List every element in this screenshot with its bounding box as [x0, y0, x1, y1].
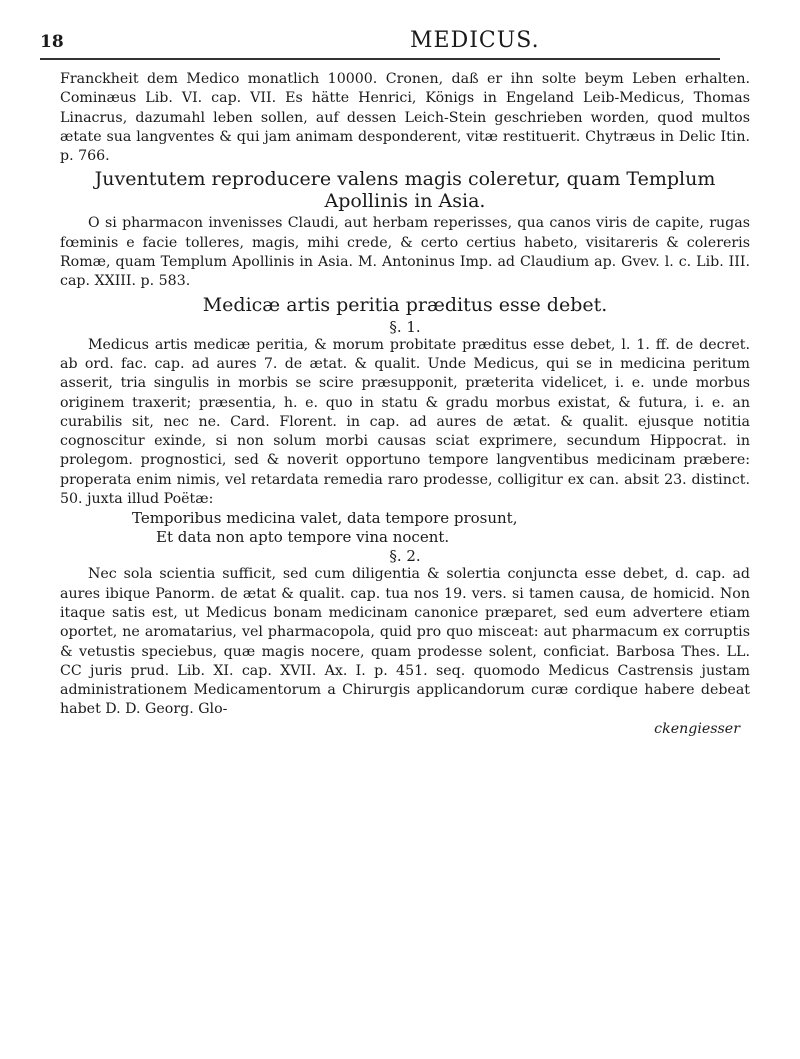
heading-juventutem: Juventutem reproducere valens magis coleretur, quam Templum Apollinis in Asia.	[94, 168, 716, 213]
running-head: MEDICUS.	[410, 28, 540, 53]
paragraph-section-2: Nec sola scientia sufficit, sed cum diligentia & solertia conjuncta esse debet, d. cap. ad aures ibique Panorm. de ætat & qualit. cap. tua nos 19. vers. si tamen causa, de homicid. Non itaque satis est, ut Medicus bonam medicinam canonice præparet, sed eum advertere etiam oportet, ne aromatarius, vel pharmacopola, quid pro quo misceat: aut pharmacum ex corruptis & vetustis speciebus, quæ magis nocere, quam prodesse solent, conficiat. Barbosa Thes. LL. CC juris prud. Lib. XI. cap. XVII. Ax. I. p. 451. seq. quomodo Medicus Castrensis justam administrationem Medicamentorum a Chirurgis applicandorum curæ cordique habere debeat habet D. D. Georg. Glo-	[60, 566, 750, 718]
verse-line-1: Temporibus medicina valet, data tempore prosunt,	[132, 509, 518, 528]
paragraph-section-1: Medicus artis medicæ peritia, & morum probitate præditus esse debet, l. 1. ff. de decret. ab ord. fac. cap. ad aures 7. de ætat. & qualit. Unde Medicus, qui se in medicina peritum asserit, tria singulis in morbis se scire præsupponit, præterita videlicet, i. e. unde morbus originem traxerit; præsentia, h. e. quo in statu & gradu morbus existat, & futura, i. e. an curabilis sit, nec ne. Card. Florent. in cap. ad aures de ætat. & qualit. ejusque notitia cognoscitur exinde, si non solum morbi causas sciat exprimere, secundum Hippocrat. in prolegom. prognostici, sed & noverit opportuno tempore langventibus medicinam præbere: properata enim nimis, vel retardata remedia raro prodesse, colligitur ex can. absit 23. distinct. 50. juxta illud Poëtæ:	[60, 336, 750, 508]
page-number: 18	[40, 32, 64, 52]
heading-medicae-artis: Medicæ artis peritia præditus esse debet.	[202, 293, 608, 316]
header-rule	[40, 58, 720, 60]
verse-line-2: Et data non apto tempore vina nocent.	[156, 528, 450, 547]
paragraph-claudius: O si pharmacon invenisses Claudi, aut herbam reperisses, qua canos viris de capite, rugas fœminis e facie tolleres, magis, mihi crede, & certo certius habeto, visitareris & colereris Romæ, quam Templum Apollinis in Asia. M. Antoninus Imp. ad Claudium ap. Gvev. l. c. Lib. III. cap. XXIII. p. 583.	[60, 215, 750, 290]
catchword: ckengiesser	[654, 720, 740, 737]
page-body	[60, 70, 750, 739]
section-mark-2: §. 2.	[389, 547, 421, 566]
paragraph-1: Franckheit dem Medico monatlich 10000. Cronen, daß er ihn solte beym Leben erhalten. Cominæus Lib. VI. cap. VII. Es hätte Henrici, Königs in Engeland Leib-Medicus, Thomas Linacrus, dazumahl leben sollen, auf dessen Leich-Stein geschrieben worden, quod multos ætate sua langventes & qui jam animam desponderent, vitæ restituerit. Chytræus in Delic Itin. p. 766.	[60, 71, 750, 165]
section-mark-1: §. 1.	[389, 317, 421, 336]
